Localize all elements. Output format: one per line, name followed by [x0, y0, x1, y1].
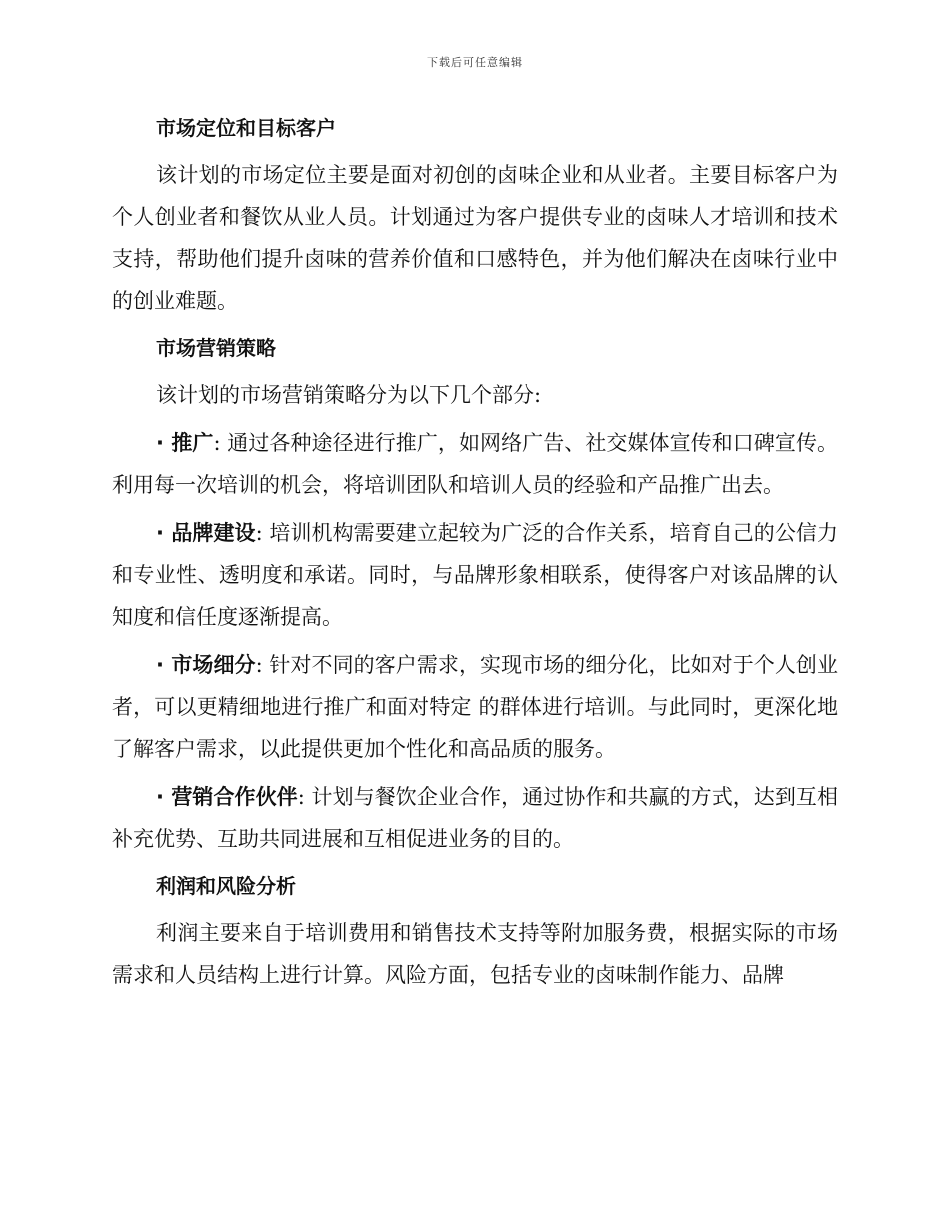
section-heading-market-positioning: 市场定位和目标客户 [156, 116, 336, 140]
bullet-text: : 针对不同的客户需求，实现市场的细分化，比如对于个人创业者，可以更精细地进行推广和面对特定 的群体进行培训。与此同时，更深化地了解客户需求，以此提供更加个性化和高品质的服务。 [112, 653, 838, 761]
bullet-marketing-partners [112, 776, 838, 860]
bullet-promotion [112, 422, 838, 506]
bullet-market-segmentation [112, 644, 838, 770]
section-heading-marketing-strategy: 市场营销策略 [156, 336, 276, 360]
bullet-term: · 市场细分 [156, 653, 256, 677]
bullet-text: : 培训机构需要建立起较为广泛的合作关系，培育自己的公信力和专业性、透明度和承诺。同时，与品牌形象相联系，使得客户对该品牌的认知度和信任度逐渐提高。 [112, 521, 838, 629]
paragraph-marketing-intro: 该计划的市场营销策略分为以下几个部分: [156, 383, 542, 407]
bullet-term: · 营销合作伙伴 [156, 785, 298, 809]
document-body [112, 108, 838, 1002]
bullet-term: · 推广 [156, 431, 214, 455]
section-heading-profit-risk: 利润和风险分析 [156, 874, 296, 898]
bullet-text: : 通过各种途径进行推广，如网络广告、社交媒体宣传和口碑宣传。利用每一次培训的机会，将培训团队和培训人员的经验和产品推广出去。 [112, 431, 839, 497]
bullet-brand-building [112, 512, 838, 638]
page-header: 下载后可任意编辑 [427, 56, 523, 69]
bullet-text: : 计划与餐饮企业合作，通过协作和共赢的方式，达到互相补充优势、互助共同进展和互相促进业务的目的。 [112, 785, 838, 851]
bullet-term: · 品牌建设 [156, 521, 256, 545]
paragraph-market-positioning: 该计划的市场定位主要是面对初创的卤味企业和从业者。主要目标客户为个人创业者和餐饮从业人员。计划通过为客户提供专业的卤味人才培训和技术支持，帮助他们提升卤味的营养价值和口感特色，并为他们解决在卤味行业中的创业难题。 [112, 163, 838, 313]
paragraph-profit-risk: 利润主要来自于培训费用和销售技术支持等附加服务费，根据实际的市场需求和人员结构上进行计算。风险方面，包括专业的卤味制作能力、品牌 [112, 921, 838, 987]
